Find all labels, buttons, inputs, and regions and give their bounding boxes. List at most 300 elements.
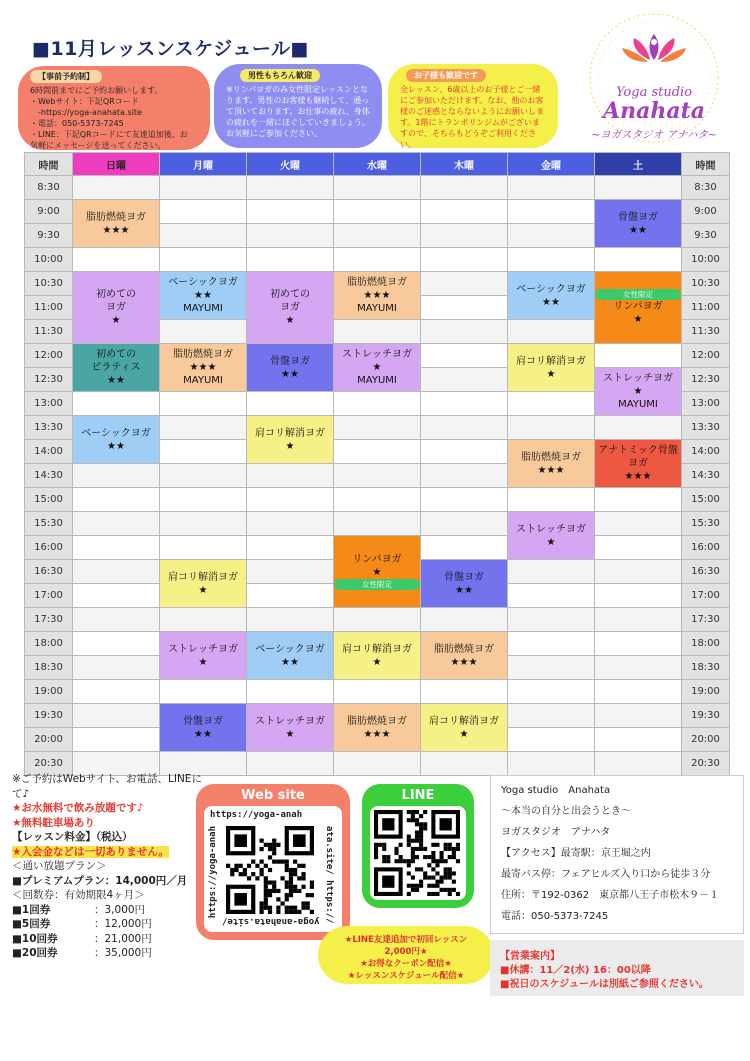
lesson-cell[interactable] (421, 560, 508, 608)
empty-slot (334, 488, 421, 512)
empty-slot (73, 656, 160, 680)
lesson-cell[interactable] (247, 272, 334, 344)
line-qr-card[interactable] (362, 784, 474, 908)
time-label: 14:00 (682, 440, 730, 464)
lesson-cell[interactable] (247, 344, 334, 392)
lesson-cell[interactable] (334, 272, 421, 320)
lesson-cell[interactable] (508, 344, 595, 392)
time-label: 19:30 (25, 704, 73, 728)
holiday-note: ■祝日のスケジュールは別紙ご参照ください。 (500, 979, 709, 990)
instructor-name: MAYUMI (357, 375, 397, 386)
lesson-level-stars: ★ (285, 728, 295, 740)
lesson-name: 脂肪燃焼ヨガ (173, 349, 233, 360)
lesson-name: ヨガ (280, 302, 300, 313)
lesson-name: 初めての (270, 289, 310, 300)
lesson-cell[interactable] (73, 344, 160, 392)
time-label: 12:30 (25, 368, 73, 392)
day-header: 月曜 (160, 153, 247, 176)
empty-slot (73, 176, 160, 200)
reserve-methods: ※ご予約はWebサイト、お電話、LINEにて♪ (12, 773, 202, 800)
lesson-cell[interactable] (595, 368, 682, 416)
empty-slot (421, 344, 508, 368)
ticket-price-row (12, 917, 202, 932)
men-welcome-tag: 男性もちろん歓迎 (240, 69, 320, 82)
instructor-name: MAYUMI (357, 303, 397, 314)
empty-slot (73, 392, 160, 416)
schedule-row (25, 416, 730, 440)
empty-slot (508, 704, 595, 728)
time-label: 10:30 (682, 272, 730, 296)
studio-info (490, 775, 744, 934)
empty-slot (595, 608, 682, 632)
closure-note: ■休講：11／2(水) 16：00以降 (500, 965, 651, 976)
empty-slot (247, 680, 334, 704)
empty-slot (508, 680, 595, 704)
lesson-level-stars: ★★★ (102, 224, 130, 236)
empty-slot (595, 680, 682, 704)
line-qr-frame (370, 806, 466, 900)
time-label: 15:00 (25, 488, 73, 512)
line-promo-bubble (318, 926, 494, 984)
lesson-cell[interactable] (160, 272, 247, 320)
reservation-lines (30, 85, 198, 151)
empty-slot (421, 392, 508, 416)
logo-line2: Anahata (603, 98, 705, 124)
lesson-name: リンパヨガ (352, 554, 402, 565)
empty-slot (160, 224, 247, 248)
time-label: 14:30 (25, 464, 73, 488)
empty-slot (160, 680, 247, 704)
lesson-level-stars: ★ (198, 656, 208, 668)
lesson-name: 骨盤ヨガ (270, 355, 310, 367)
time-label: 9:00 (682, 200, 730, 224)
time-label: 18:00 (25, 632, 73, 656)
time-label: 19:30 (682, 704, 730, 728)
time-label: 20:00 (25, 728, 73, 752)
empty-slot (334, 320, 421, 344)
empty-slot (508, 248, 595, 272)
studio-address: 住所：〒192-0362 東京都八王子市松木９－１ (501, 890, 720, 901)
lesson-name: 骨盤ヨガ (618, 211, 658, 223)
empty-slot (595, 536, 682, 560)
empty-slot (73, 704, 160, 728)
ticket-heading: ＜回数券：有効期限4ヶ月＞ (12, 889, 145, 901)
empty-slot (73, 632, 160, 656)
lesson-cell[interactable] (73, 272, 160, 344)
empty-slot (421, 416, 508, 440)
lesson-cell[interactable] (595, 272, 682, 344)
ticket-price-list (12, 903, 202, 961)
time-label: 17:30 (682, 608, 730, 632)
empty-slot (247, 512, 334, 536)
time-label: 20:00 (682, 728, 730, 752)
lesson-cell[interactable] (334, 632, 421, 680)
price-heading: 【レッスン料金】（税込） (12, 831, 133, 843)
time-label: 15:00 (682, 488, 730, 512)
time-label: 9:00 (25, 200, 73, 224)
empty-slot (247, 536, 334, 560)
empty-slot (247, 176, 334, 200)
lesson-name: ヨガ (106, 302, 126, 313)
empty-slot (421, 296, 508, 320)
instructor-name: MAYUMI (618, 399, 658, 410)
logo-line3: ~ヨガスタジオ アナハタ~ (591, 129, 717, 141)
empty-slot (73, 536, 160, 560)
empty-slot (334, 224, 421, 248)
plan-heading: ＜通い放題プラン＞ (12, 860, 107, 872)
empty-slot (160, 440, 247, 464)
empty-slot (421, 248, 508, 272)
time-label: 11:00 (682, 296, 730, 320)
empty-slot (73, 512, 160, 536)
lesson-name: 脂肪燃焼ヨガ (347, 715, 407, 727)
time-label: 8:30 (682, 176, 730, 200)
time-label: 9:30 (682, 224, 730, 248)
lesson-name: 肩コリ解消ヨガ (429, 715, 499, 727)
empty-slot (508, 632, 595, 656)
studio-logo (566, 12, 742, 152)
time-label: 17:00 (25, 584, 73, 608)
empty-slot (73, 488, 160, 512)
time-label: 13:30 (25, 416, 73, 440)
lesson-level-stars: ★★ (194, 728, 212, 740)
empty-slot (421, 464, 508, 488)
time-label: 14:30 (682, 464, 730, 488)
web-site-title: Web site (241, 788, 305, 803)
empty-slot (595, 728, 682, 752)
empty-slot (508, 320, 595, 344)
studio-access: 【アクセス】最寄駅：京王堀之内 (501, 848, 651, 859)
lesson-level-stars: ★ (546, 536, 556, 548)
premium-plan: ■プレミアムプラン：14,000円／月 (12, 874, 188, 887)
empty-slot (334, 608, 421, 632)
day-header: 金曜 (508, 153, 595, 176)
time-label: 13:00 (682, 392, 730, 416)
empty-slot (334, 512, 421, 536)
schedule-row (25, 512, 730, 536)
lesson-cell[interactable] (508, 512, 595, 560)
lesson-cell[interactable] (160, 344, 247, 392)
lesson-level-stars: ★★★ (537, 464, 565, 476)
time-label: 20:30 (682, 752, 730, 776)
web-site-qr-frame (204, 806, 342, 932)
lesson-cell[interactable] (247, 632, 334, 680)
empty-slot (421, 368, 508, 392)
ticket-price-row (12, 932, 202, 947)
lesson-level-stars: ★★★ (450, 656, 478, 668)
empty-slot (247, 560, 334, 584)
ticket-label: ■5回券 (12, 918, 51, 930)
empty-slot (160, 248, 247, 272)
empty-slot (421, 488, 508, 512)
empty-slot (73, 728, 160, 752)
lesson-name: 肩コリ解消ヨガ (255, 427, 325, 439)
page-title: ■11月レッスンスケジュール■ (32, 38, 309, 60)
time-label: 19:00 (25, 680, 73, 704)
lesson-cell[interactable] (160, 632, 247, 680)
lesson-level-stars: ★ (633, 386, 643, 397)
line-title: LINE (401, 788, 435, 803)
men-welcome-notice (214, 64, 382, 148)
empty-slot (508, 392, 595, 416)
schedule-row (25, 176, 730, 200)
lesson-cell[interactable] (421, 632, 508, 680)
empty-slot (334, 680, 421, 704)
empty-slot (421, 536, 508, 560)
time-label: 16:00 (682, 536, 730, 560)
empty-slot (247, 224, 334, 248)
lesson-name: 肩コリ解消ヨガ (168, 571, 238, 583)
empty-slot (595, 752, 682, 776)
schedule-row (25, 704, 730, 728)
lesson-cell[interactable] (247, 704, 334, 752)
lesson-name: 脂肪燃焼ヨガ (86, 211, 146, 223)
day-header: 水曜 (334, 153, 421, 176)
day-header: 土 (595, 153, 682, 176)
empty-slot (508, 728, 595, 752)
reservation-notice (18, 66, 210, 150)
web-url-bottom: yoga-anahata.site/ (222, 916, 320, 926)
time-label: 12:00 (682, 344, 730, 368)
schedule-table (24, 152, 730, 776)
line-promo-1: ★LINE友達追加で初回レッスン (344, 935, 468, 945)
ticket-price-row (12, 903, 202, 918)
instructor-name: MAYUMI (183, 303, 223, 314)
time-label: 15:30 (25, 512, 73, 536)
time-header: 時間 (25, 153, 73, 176)
schedule-row (25, 488, 730, 512)
lesson-cell[interactable] (508, 440, 595, 488)
lesson-level-stars: ★ (285, 440, 295, 452)
time-label: 10:00 (682, 248, 730, 272)
lesson-cell[interactable] (73, 200, 160, 248)
time-label: 10:00 (25, 248, 73, 272)
schedule-row (25, 680, 730, 704)
lesson-cell[interactable] (160, 704, 247, 752)
schedule-row (25, 248, 730, 272)
empty-slot (160, 416, 247, 440)
day-header: 木曜 (421, 153, 508, 176)
empty-slot (73, 560, 160, 584)
lesson-level-stars: ★★ (542, 296, 560, 308)
reservation-tag: 【事前予約制】 (30, 70, 102, 83)
lesson-level-stars: ★★ (281, 656, 299, 668)
line-promo-3: ★お得なクーポン配信★ (360, 959, 452, 969)
lesson-name: アナトミック骨盤ヨガ (598, 445, 678, 469)
empty-slot (160, 488, 247, 512)
empty-slot (508, 488, 595, 512)
empty-slot (334, 440, 421, 464)
empty-slot (247, 488, 334, 512)
lesson-name: ピラティス (91, 362, 141, 373)
empty-slot (334, 176, 421, 200)
reservation-line: -https://yoga-anahata.site (30, 108, 142, 117)
empty-slot (334, 392, 421, 416)
studio-bus: 最寄バス停：フェアヒルズ入り口から徒歩３分 (501, 869, 711, 880)
time-label: 16:00 (25, 536, 73, 560)
empty-slot (334, 416, 421, 440)
empty-slot (73, 248, 160, 272)
time-label: 15:30 (682, 512, 730, 536)
time-label: 11:00 (25, 296, 73, 320)
lesson-level-stars: ★ (372, 656, 382, 668)
lesson-name: 骨盤ヨガ (183, 715, 223, 727)
empty-slot (247, 752, 334, 776)
free-parking-note: ★無料駐車場あり (12, 816, 95, 829)
logo-line1: Yoga studio (615, 85, 693, 100)
studio-phone[interactable]: 電話：050-5373-7245 (501, 911, 609, 922)
lesson-level-stars: ★ (198, 584, 208, 596)
empty-slot (160, 200, 247, 224)
line-qr-code-icon (374, 810, 462, 896)
empty-slot (160, 392, 247, 416)
ticket-price: ：3,000円 (94, 903, 146, 916)
reservation-line: ・電話：050-5373-7245 (30, 119, 124, 128)
lesson-cell[interactable] (421, 704, 508, 752)
web-url-right: ata.site/ https:// (324, 826, 334, 924)
schedule-row (25, 200, 730, 224)
lesson-cell[interactable] (334, 536, 421, 608)
lesson-cell[interactable] (595, 200, 682, 248)
time-label: 11:30 (682, 320, 730, 344)
empty-slot (73, 464, 160, 488)
empty-slot (421, 680, 508, 704)
lesson-level-stars: ★ (546, 368, 556, 380)
line-promo-4: ★レッスンスケジュール配信★ (347, 971, 465, 981)
empty-slot (595, 584, 682, 608)
empty-slot (247, 464, 334, 488)
lesson-level-stars: ★★ (629, 224, 647, 236)
time-label: 8:30 (25, 176, 73, 200)
empty-slot (334, 200, 421, 224)
time-label: 12:00 (25, 344, 73, 368)
empty-slot (160, 608, 247, 632)
lesson-level-stars: ★★ (455, 584, 473, 596)
business-info-heading: 【営業案内】 (500, 951, 560, 962)
empty-slot (421, 752, 508, 776)
lesson-level-stars: ★ (285, 315, 295, 326)
empty-slot (508, 608, 595, 632)
web-site-qr-card[interactable] (196, 784, 350, 940)
empty-slot (508, 584, 595, 608)
time-label: 13:30 (682, 416, 730, 440)
empty-slot (595, 344, 682, 368)
empty-slot (421, 176, 508, 200)
women-only-badge: 女性限定 (595, 289, 681, 300)
lesson-name: 脂肪燃焼ヨガ (434, 643, 494, 655)
ticket-price: ：12,000円 (94, 918, 152, 930)
women-only-badge: 女性限定 (334, 579, 420, 590)
no-fee-note: ★入会金などは一切ありません。 (12, 845, 170, 858)
reservation-line: ・LINE：下記QRコードにて友達追加後、お (30, 130, 188, 139)
empty-slot (508, 560, 595, 584)
lesson-name: ストレッチヨガ (516, 523, 586, 535)
time-label: 11:30 (25, 320, 73, 344)
empty-slot (421, 224, 508, 248)
reservation-line: 気軽にメッセージを送ってください。 (30, 141, 166, 150)
lesson-level-stars: ★ (372, 567, 382, 578)
time-label: 12:30 (682, 368, 730, 392)
business-info (490, 940, 744, 996)
empty-slot (595, 704, 682, 728)
lesson-name: ベーシックヨガ (81, 427, 151, 439)
lesson-cell[interactable] (334, 704, 421, 752)
lesson-level-stars: ★★★ (363, 290, 391, 301)
schedule-row (25, 608, 730, 632)
pricing-section (12, 772, 202, 961)
lesson-level-stars: ★ (459, 728, 469, 740)
empty-slot (334, 752, 421, 776)
lesson-level-stars: ★★ (107, 375, 125, 386)
day-header: 日曜 (73, 153, 160, 176)
lesson-level-stars: ★★★ (363, 728, 391, 740)
lesson-cell[interactable] (73, 416, 160, 464)
instructor-name: MAYUMI (183, 375, 223, 386)
ticket-price-row (12, 946, 202, 961)
studio-kana: ヨガスタジオ アナハタ (501, 827, 611, 838)
lesson-cell[interactable] (508, 272, 595, 320)
empty-slot (73, 680, 160, 704)
reservation-line: ・Webサイト：下記QRコード (30, 97, 139, 106)
lesson-level-stars: ★★★ (189, 362, 217, 373)
web-url-top: https://yoga-anah (210, 810, 303, 820)
empty-slot (160, 176, 247, 200)
lesson-level-stars: ★ (372, 362, 382, 373)
lesson-name: ストレッチヨガ (168, 643, 238, 655)
lesson-cell[interactable] (334, 344, 421, 392)
schedule-row (25, 632, 730, 656)
empty-slot (247, 608, 334, 632)
empty-slot (73, 608, 160, 632)
lesson-cell[interactable] (595, 440, 682, 488)
time-label: 14:00 (25, 440, 73, 464)
empty-slot (508, 176, 595, 200)
lesson-name: 初めての (96, 289, 136, 300)
free-water-note: ★お水無料で飲み放題です♪ (12, 802, 144, 814)
empty-slot (247, 248, 334, 272)
time-label: 10:30 (25, 272, 73, 296)
kids-welcome-text: 全レッスン、6歳以上のお子様とご一緒にご参加いただけます。なお、他のお客様のご迷惑とならないようにお願いします。1階にトランポリンジムがございますので、そちらもどうぞご利用ください。 (400, 85, 544, 149)
empty-slot (508, 752, 595, 776)
time-label: 16:30 (682, 560, 730, 584)
lesson-name: 脂肪燃焼ヨガ (347, 277, 407, 288)
empty-slot (421, 608, 508, 632)
empty-slot (508, 416, 595, 440)
lesson-name: 肩コリ解消ヨガ (342, 643, 412, 655)
lesson-name: ベーシックヨガ (516, 283, 586, 295)
ticket-price: ：21,000円 (94, 932, 152, 945)
empty-slot (160, 536, 247, 560)
empty-slot (160, 320, 247, 344)
time-label: 18:30 (25, 656, 73, 680)
empty-slot (421, 200, 508, 224)
empty-slot (595, 512, 682, 536)
lesson-name: 骨盤ヨガ (444, 571, 484, 583)
day-header: 火曜 (247, 153, 334, 176)
empty-slot (247, 392, 334, 416)
ticket-label: ■1回券 (12, 903, 51, 916)
empty-slot (73, 584, 160, 608)
empty-slot (595, 416, 682, 440)
lesson-name: 初めての (96, 349, 136, 360)
empty-slot (160, 512, 247, 536)
empty-slot (595, 488, 682, 512)
lesson-cell[interactable] (247, 416, 334, 464)
kids-welcome-notice (388, 64, 558, 148)
lesson-cell[interactable] (160, 560, 247, 608)
schedule-row (25, 272, 730, 296)
web-url-left: https://yoga-anah (208, 826, 218, 919)
